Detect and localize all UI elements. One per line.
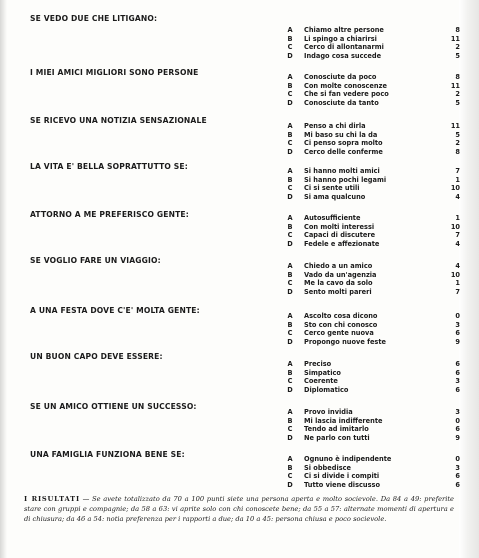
option-score: 7 [455, 231, 460, 240]
option-score: 5 [455, 130, 460, 139]
answer-option [0, 481, 479, 490]
option-text: Cerco gente nuova [304, 329, 374, 338]
question-text: A UNA FESTA DOVE C'E' MOLTA GENTE: [30, 306, 200, 315]
option-text: Simpatico [304, 368, 341, 377]
answer-option [0, 321, 479, 330]
option-letter: A [287, 122, 293, 130]
option-text: Ne parlo con tutti [304, 434, 370, 443]
option-text: Conosciute da poco [304, 73, 377, 81]
option-letter: A [287, 167, 293, 175]
results-text: — Se avete totalizzato da 70 a 100 punti siete una persona aperta e molto socievole. Da 84 a 49: preferite stare con gruppi e compagnie; da 58 a 63: vi aprite solo con chi conoscete bene; da 55 a 57: alternate momenti di apertura e di chiusura; da 46 a 54: notia preferenza per i rapporti a due; da 10 a 45: persona chiusa e poco socievole. [24, 495, 455, 523]
option-letter: A [287, 408, 293, 416]
option-letter: B [287, 130, 293, 139]
option-score: 4 [455, 262, 460, 270]
option-score: 7 [455, 288, 460, 297]
option-text: Coerente [304, 377, 338, 386]
option-score: 1 [455, 175, 460, 184]
option-letter: D [287, 481, 293, 490]
answer-option [0, 279, 479, 288]
option-letter: C [287, 279, 293, 288]
option-text: Mi lascia indifferente [304, 416, 383, 425]
option-score: 5 [455, 99, 460, 108]
option-text: Ci penso sopra molto [304, 139, 383, 148]
answer-option [0, 193, 479, 202]
option-letter: B [287, 270, 293, 279]
answer-option [0, 425, 479, 434]
option-letter: D [287, 99, 293, 108]
option-letter: A [287, 360, 293, 368]
option-text: Tendo ad imitarlo [304, 425, 369, 434]
option-score: 10 [450, 222, 460, 231]
option-score: 6 [455, 329, 460, 338]
answer-option [0, 122, 479, 131]
answer-option [0, 240, 479, 249]
answer-option [0, 408, 479, 417]
answer-option [0, 271, 479, 280]
option-letter: B [287, 175, 293, 184]
answer-option [0, 464, 479, 473]
answer-option [0, 312, 479, 321]
option-score: 0 [455, 455, 460, 463]
answer-option [0, 184, 479, 193]
option-score: 6 [455, 481, 460, 490]
question-text: LA VITA E' BELLA SOPRATTUTTO SE: [30, 162, 188, 171]
answer-option [0, 139, 479, 148]
option-text: Sento molti pareri [304, 288, 372, 297]
answer-option [0, 214, 479, 223]
option-score: 5 [455, 52, 460, 61]
option-text: Con molte conoscenze [304, 81, 387, 90]
option-text: Capaci di discutere [304, 231, 376, 240]
results-title: I RISULTATI [24, 495, 80, 503]
option-text: Vado da un'agenzia [304, 270, 377, 279]
question-text: SE RICEVO UNA NOTIZIA SENSAZIONALE [30, 116, 207, 125]
option-letter: C [287, 425, 293, 434]
answer-option [0, 26, 479, 35]
option-letter: B [287, 416, 293, 425]
option-letter: B [287, 463, 293, 472]
answer-option [0, 417, 479, 426]
option-score: 10 [450, 184, 460, 193]
option-score: 1 [455, 214, 460, 222]
option-text: Che si fan vedere poco [304, 90, 389, 99]
option-letter: C [287, 231, 293, 240]
answer-option [0, 176, 479, 185]
answer-option [0, 148, 479, 157]
option-text: Si hanno pochi legami [304, 175, 387, 184]
answer-option [0, 288, 479, 297]
option-letter: B [287, 222, 293, 231]
option-score: 2 [455, 43, 460, 52]
option-letter: A [287, 26, 293, 34]
option-text: Tutto viene discusso [304, 481, 380, 490]
option-letter: D [287, 52, 293, 61]
option-text: Provo invidia [304, 408, 353, 416]
option-text: Autosufficiente [304, 214, 361, 222]
option-score: 9 [455, 434, 460, 443]
option-letter: C [287, 329, 293, 338]
option-letter: B [287, 81, 293, 90]
option-score: 11 [450, 34, 460, 43]
option-score: 8 [455, 148, 460, 157]
option-text: Chiamo altre persone [304, 26, 384, 34]
option-letter: D [287, 240, 293, 249]
answer-option [0, 434, 479, 443]
option-letter: B [287, 368, 293, 377]
answer-option [0, 73, 479, 82]
option-score: 7 [455, 167, 460, 175]
answer-option [0, 131, 479, 140]
option-text: Chiedo a un amico [304, 262, 373, 270]
option-text: Indago cosa succede [304, 52, 382, 61]
option-text: Diplomatico [304, 386, 349, 395]
option-letter: A [287, 262, 293, 270]
answer-option [0, 377, 479, 386]
answer-option [0, 455, 479, 464]
option-letter: D [287, 148, 293, 157]
option-text: Con molti interessi [304, 222, 375, 231]
option-score: 3 [455, 320, 460, 329]
option-letter: A [287, 73, 293, 81]
option-text: Propongo nuove feste [304, 338, 386, 347]
option-text: Penso a chi dirla [304, 122, 366, 130]
option-letter: D [287, 288, 293, 297]
option-score: 3 [455, 463, 460, 472]
option-letter: D [287, 338, 293, 347]
option-score: 8 [455, 73, 460, 81]
option-letter: C [287, 184, 293, 193]
option-text: Li spingo a chiarirsi [304, 34, 377, 43]
option-text: Cerco delle conferme [304, 148, 383, 157]
option-text: Si obbedisce [304, 463, 352, 472]
option-score: 1 [455, 279, 460, 288]
option-score: 6 [455, 386, 460, 395]
option-score: 8 [455, 26, 460, 34]
answer-option [0, 43, 479, 52]
option-text: Me la cavo da solo [304, 279, 373, 288]
option-score: 11 [450, 122, 460, 130]
option-score: 2 [455, 90, 460, 99]
option-letter: B [287, 34, 293, 43]
answer-option [0, 472, 479, 481]
option-score: 3 [455, 377, 460, 386]
answer-option [0, 223, 479, 232]
answer-option [0, 329, 479, 338]
question-text: UN BUON CAPO DEVE ESSERE: [30, 352, 163, 361]
option-text: Si hanno molti amici [304, 167, 380, 175]
results-paragraph [24, 494, 454, 524]
option-text: Ognuno è indipendente [304, 455, 392, 463]
option-text: Ascolto cosa dicono [304, 312, 378, 320]
option-score: 6 [455, 368, 460, 377]
answer-option [0, 231, 479, 240]
option-text: Ci si sente utili [304, 184, 360, 193]
option-score: 6 [455, 425, 460, 434]
answer-option [0, 99, 479, 108]
option-letter: A [287, 455, 293, 463]
option-letter: A [287, 214, 293, 222]
option-score: 2 [455, 139, 460, 148]
option-letter: D [287, 386, 293, 395]
option-text: Conosciute da tanto [304, 99, 379, 108]
option-text: Ci si divide i compiti [304, 472, 380, 481]
option-text: Cerco di allontanarmi [304, 43, 384, 52]
option-score: 3 [455, 408, 460, 416]
question-text: UNA FAMIGLIA FUNZIONA BENE SE: [30, 450, 185, 459]
question-text: ATTORNO A ME PREFERISCO GENTE: [30, 210, 189, 219]
option-text: Si ama qualcuno [304, 193, 366, 202]
answer-option [0, 82, 479, 91]
question-text: SE VOGLIO FARE UN VIAGGIO: [30, 256, 161, 265]
option-score: 6 [455, 472, 460, 481]
option-score: 9 [455, 338, 460, 347]
option-letter: C [287, 43, 293, 52]
answer-option [0, 35, 479, 44]
question-text: SE UN AMICO OTTIENE UN SUCCESSO: [30, 402, 197, 411]
answer-option [0, 386, 479, 395]
option-text: Mi baso su chi la da [304, 130, 378, 139]
option-text: Preciso [304, 360, 332, 368]
answer-option [0, 167, 479, 176]
answer-option [0, 360, 479, 369]
option-letter: C [287, 139, 293, 148]
answer-option [0, 262, 479, 271]
option-score: 4 [455, 240, 460, 249]
option-text: Fedele e affezionate [304, 240, 380, 249]
option-letter: B [287, 320, 293, 329]
option-score: 11 [450, 81, 460, 90]
option-text: Sto con chi conosco [304, 320, 378, 329]
answer-option [0, 90, 479, 99]
option-score: 4 [455, 193, 460, 202]
option-score: 10 [450, 270, 460, 279]
answer-option [0, 52, 479, 61]
option-letter: C [287, 90, 293, 99]
option-score: 0 [455, 416, 460, 425]
option-letter: D [287, 193, 293, 202]
option-letter: A [287, 312, 293, 320]
option-letter: C [287, 472, 293, 481]
question-text: SE VEDO DUE CHE LITIGANO: [30, 14, 158, 23]
option-score: 0 [455, 312, 460, 320]
answer-option [0, 369, 479, 378]
option-letter: D [287, 434, 293, 443]
answer-option [0, 338, 479, 347]
question-text: I MIEI AMICI MIGLIORI SONO PERSONE [30, 68, 199, 77]
option-score: 6 [455, 360, 460, 368]
option-letter: C [287, 377, 293, 386]
